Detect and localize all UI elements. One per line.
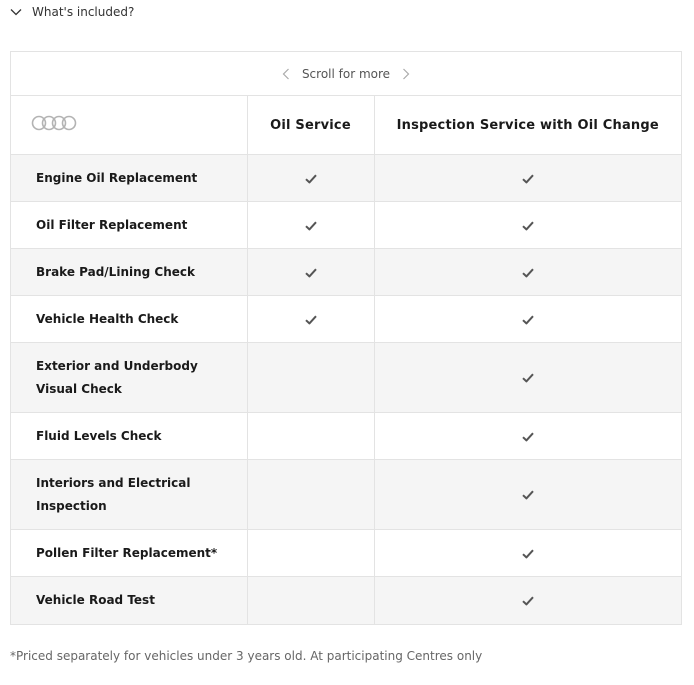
- check-icon: [522, 315, 534, 325]
- table-row: [11, 249, 681, 296]
- table-row: [11, 202, 681, 249]
- oil-service-cell: [247, 577, 374, 624]
- scroll-left-button[interactable]: [276, 68, 296, 80]
- inspection-cell: [374, 413, 681, 460]
- feature-label: Brake Pad/Lining Check: [11, 249, 247, 296]
- oil-service-cell: [247, 249, 374, 296]
- feature-label: Vehicle Road Test: [11, 577, 247, 624]
- feature-label: Engine Oil Replacement: [11, 155, 247, 202]
- oil-service-cell: [247, 530, 374, 577]
- check-icon: [305, 268, 317, 278]
- column-header-oil-service: Oil Service: [247, 96, 374, 155]
- check-icon: [305, 315, 317, 325]
- table-row: [11, 296, 681, 343]
- inspection-cell: [374, 296, 681, 343]
- inspection-cell: [374, 460, 681, 530]
- table-row: [11, 413, 681, 460]
- feature-label: Fluid Levels Check: [11, 413, 247, 460]
- check-icon: [522, 174, 534, 184]
- table-row: [11, 577, 681, 624]
- accordion-label: What's included?: [32, 5, 135, 19]
- table-row: [11, 343, 681, 413]
- check-icon: [522, 221, 534, 231]
- check-icon: [305, 221, 317, 231]
- feature-label: Vehicle Health Check: [11, 296, 247, 343]
- brand-logo-cell: [11, 96, 247, 155]
- table-row: [11, 155, 681, 202]
- feature-label: Interiors and Electrical Inspection: [11, 460, 247, 530]
- scroll-hint-row: [11, 52, 681, 96]
- column-header-inspection-service: Inspection Service with Oil Change: [374, 96, 681, 155]
- inspection-cell: [374, 202, 681, 249]
- inspection-cell: [374, 343, 681, 413]
- audi-rings-logo: [31, 114, 77, 132]
- feature-label: Exterior and Underbody Visual Check: [11, 343, 247, 413]
- table-row: [11, 530, 681, 577]
- scroll-hint-text: Scroll for more: [301, 66, 391, 81]
- oil-service-cell: [247, 413, 374, 460]
- oil-service-cell: [247, 460, 374, 530]
- oil-service-cell: [247, 296, 374, 343]
- inspection-cell: [374, 530, 681, 577]
- scroll-right-button[interactable]: [396, 68, 416, 80]
- table-row: [11, 460, 681, 530]
- whats-included-toggle[interactable]: [10, 5, 134, 19]
- feature-label: Pollen Filter Replacement*: [11, 530, 247, 577]
- chevron-right-icon: [402, 68, 410, 80]
- oil-service-cell: [247, 343, 374, 413]
- check-icon: [522, 432, 534, 442]
- comparison-table: [10, 51, 682, 625]
- feature-label: Oil Filter Replacement: [11, 202, 247, 249]
- inspection-cell: [374, 249, 681, 296]
- check-icon: [522, 490, 534, 500]
- inspection-cell: [374, 577, 681, 624]
- check-icon: [522, 268, 534, 278]
- check-icon: [522, 373, 534, 383]
- chevron-left-icon: [282, 68, 290, 80]
- oil-service-cell: [247, 202, 374, 249]
- chevron-down-icon: [10, 8, 22, 16]
- check-icon: [522, 549, 534, 559]
- oil-service-cell: [247, 155, 374, 202]
- footnote: *Priced separately for vehicles under 3 years old. At participating Centres only: [10, 649, 483, 663]
- inspection-cell: [374, 155, 681, 202]
- check-icon: [522, 596, 534, 606]
- check-icon: [305, 174, 317, 184]
